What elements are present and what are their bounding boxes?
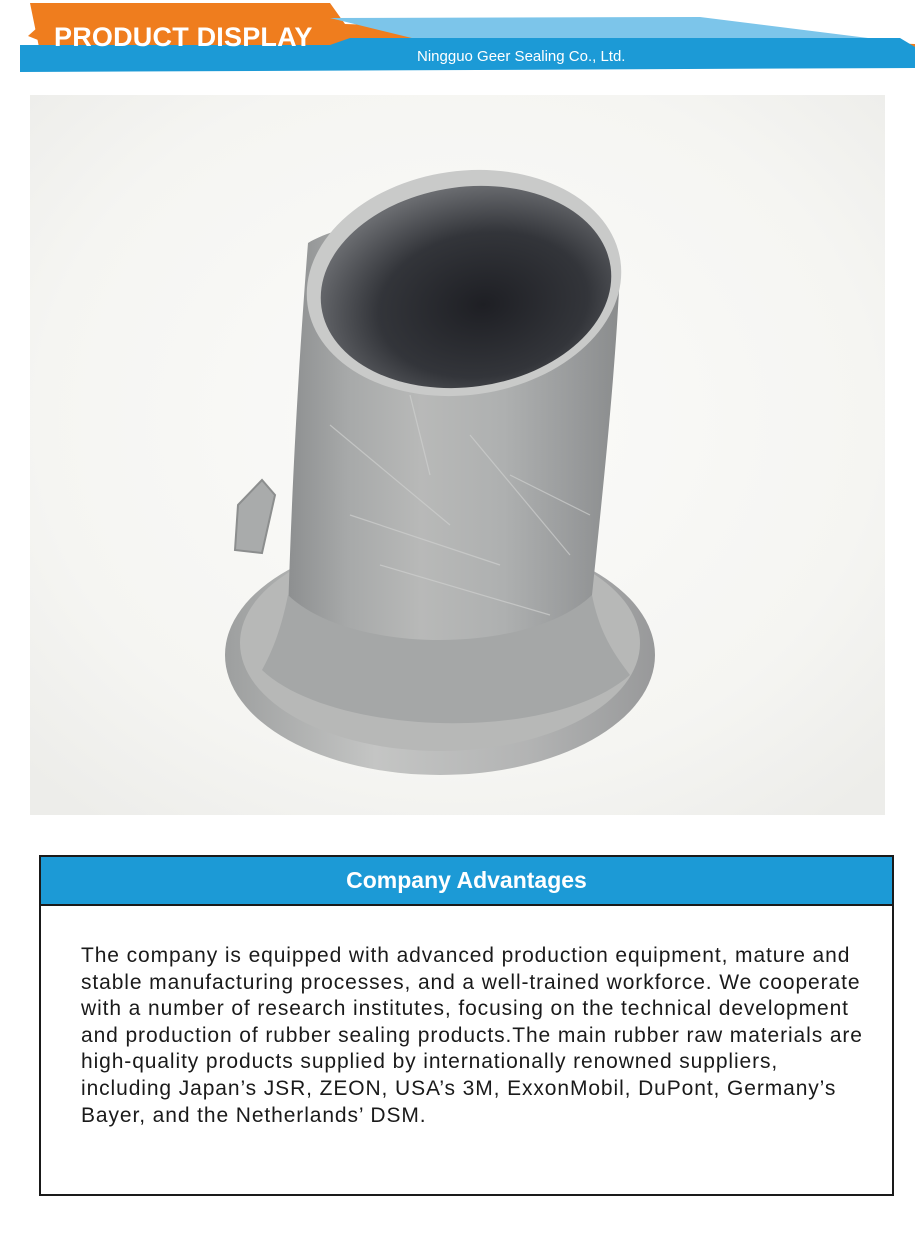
product-photo	[30, 95, 885, 815]
advantages-header	[41, 857, 892, 906]
page-title: PRODUCT DISPLAY	[54, 22, 313, 52]
advantages-text: The company is equipped with advanced production equipment, mature and stable manufacturing processes, and a well-trained workforce. We cooperate with a number of research institutes, focusing on the technical development and production of rubber sealing products.The main rubber raw materials are high-quality products supplied by internationally renowned suppliers, including Japan’s JSR, ZEON, USA’s 3M, ExxonMobil, DuPont, Germany’s Bayer, and the Netherlands’ DSM.	[81, 944, 863, 1127]
advantages-title: Company Advantages	[346, 867, 587, 893]
company-advantages-panel	[39, 855, 894, 1196]
header-banner	[0, 0, 915, 80]
metal-flanged-tube-photo	[30, 95, 885, 815]
company-name: Ningguo Geer Sealing Co., Ltd.	[417, 48, 626, 65]
